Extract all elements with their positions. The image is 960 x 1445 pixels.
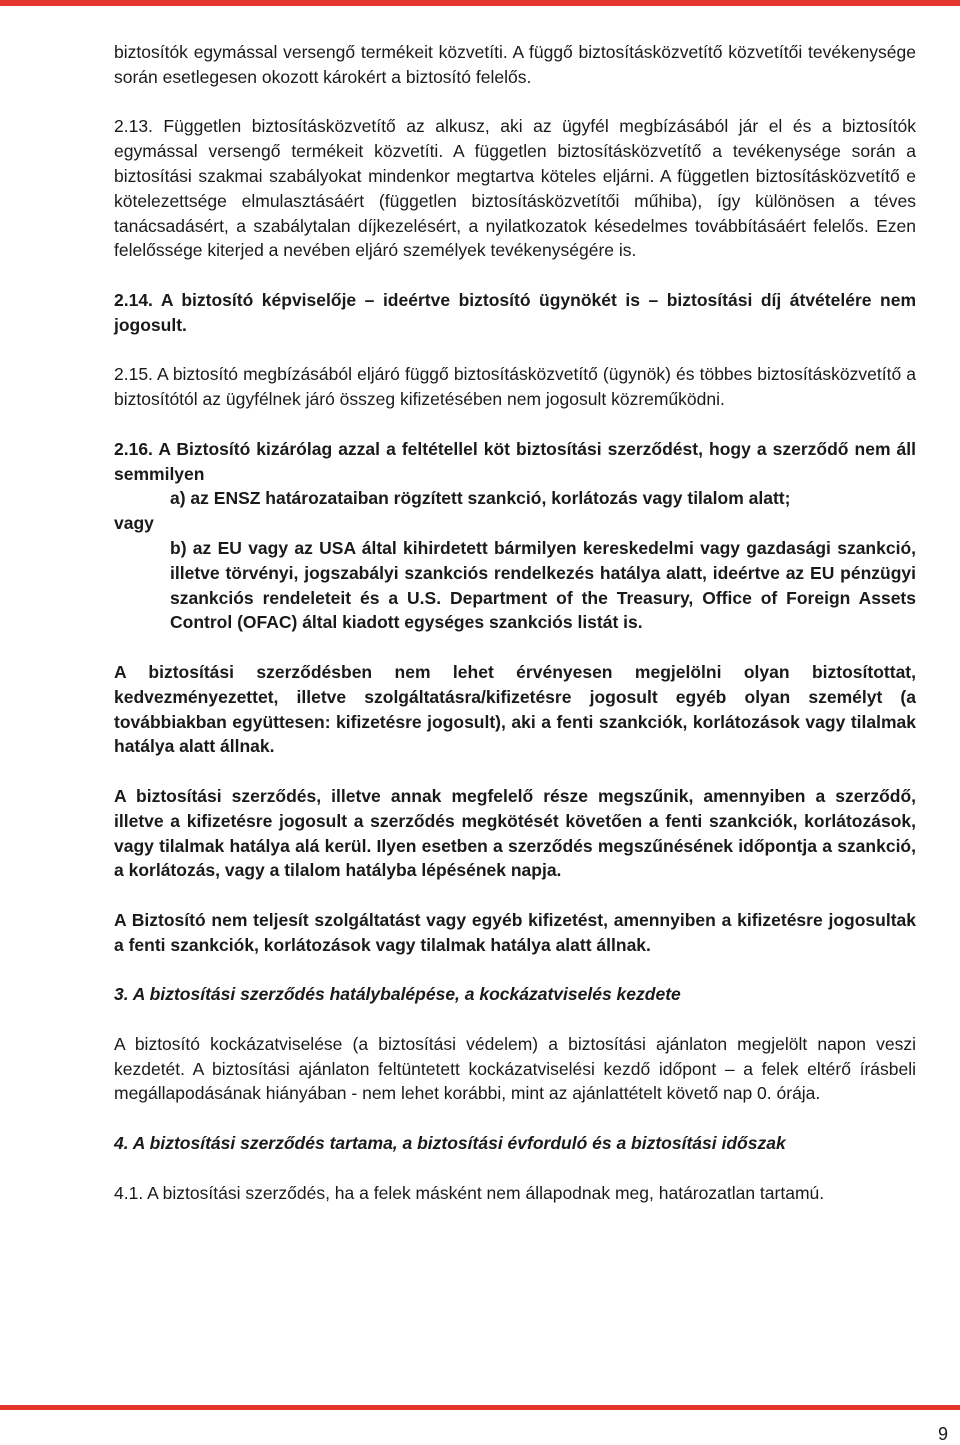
paragraph-2-14-number: 2.14. xyxy=(114,289,153,310)
sanction-or: vagy xyxy=(114,513,154,534)
paragraph-no-payment: A Biztosító nem teljesít szolgáltatást vagy egyéb kifizetést, amennyiben a kifizetésre jogosultak a fenti szankciók, korlátozások vagy tilalmak hatálya alatt állnak. xyxy=(114,909,916,955)
section-heading-3: 3. A biztosítási szerződés hatálybalépése, a kockázatviselés kezdete xyxy=(114,984,681,1005)
top-accent-rule xyxy=(0,0,960,6)
page-number: 9 xyxy=(937,1424,948,1444)
sanction-item-a: a) az ENSZ határozataiban rögzített szankció, korlátozás vagy tilalom alatt; xyxy=(170,488,791,509)
paragraph-beneficiary-restriction: A biztosítási szerződésben nem lehet érvényesen megjelölni olyan biztosítottat, kedvezményezettet, illetve szolgáltatásra/kifizetésre jogosult egyéb olyan személyt (a továbbiakban együttesen: kifizetésre jogosult), aki a fenti szankciók, korlátozások vagy tilalmak hatálya alatt állnak. xyxy=(114,661,916,757)
paragraph-2-16 xyxy=(114,437,916,635)
paragraph-intermediary-liability: biztosítók egymással versengő termékeit közvetíti. A függő biztosításközvetítő közvetítői tevékenysége során esetlegesen okozott károkért a biztosító felelős. xyxy=(114,42,916,87)
section-heading-4: 4. A biztosítási szerződés tartama, a biztosítási évforduló és a biztosítási időszak xyxy=(114,1133,786,1154)
paragraph-2-16-number: 2.16. xyxy=(114,438,153,459)
bottom-accent-rule xyxy=(0,1405,960,1410)
paragraph-contract-termination: A biztosítási szerződés, illetve annak megfelelő része megszűnik, amennyiben a szerződő, illetve a kifizetésre jogosult a szerződés megkötését követően a fenti szankciók, korlátozások, vagy tilalmak hatálya alá kerül. Ilyen esetben a szerződés megszűnésének időpontja a szankció, a korlátozás, vagy a tilalom hatályba lépésének napja. xyxy=(114,785,916,881)
paragraph-2-16-intro: A Biztosító kizárólag azzal a feltétellel köt biztosítási szerződést, hogy a szerződő nem áll semmilyen xyxy=(114,438,917,484)
document-body xyxy=(114,40,916,1205)
sanction-item-b: b) az EU vagy az USA által kihirdetett bármilyen kereskedelmi vagy gazdasági szankció, illetve törvényi, jogszabályi szankciós rendelkezés hatálya alatt, ideértve az EU pénzügyi szankciós rendeleteit és a U.S. Department of the Treasury, Office of Foreign Assets Control (OFAC) által kiadott egységes szankciós listát is. xyxy=(170,537,916,633)
paragraph-2-13: 2.13. Független biztosításközvetítő az alkusz, aki az ügyfél megbízásából jár el és a biztosítók egymással versengő termékeit közvetíti. A független biztosításközvetítő a tevékenysége során a biztosítási szakmai szabályokat mindenkor megtartva köteles eljárni. A független biztosításközvetítő e kötelezettsége elmulasztásáért (független biztosításközvetítői műhiba), így különösen a téves tanácsadásért, a szabálytalan díjkezelésért, a nyilatkozatok késedelmes továbbításáért felelős. Ezen felelőssége kiterjed a nevében eljáró személyek tevékenységére is. xyxy=(114,116,916,261)
paragraph-2-15: 2.15. A biztosító megbízásából eljáró függő biztosításközvetítő (ügynök) és többes biztosításközvetítő a biztosítótól az ügyfélnek járó összeg kifizetésében nem jogosult közreműködni. xyxy=(114,364,916,410)
paragraph-2-14-text: A biztosító képviselője – ideértve biztosító ügynökét is – biztosítási díj átvételére nem jogosult. xyxy=(114,289,917,335)
paragraph-risk-start: A biztosító kockázatviselése (a biztosítási védelem) a biztosítási ajánlaton megjelölt napon veszi kezdetét. A biztosítási ajánlaton feltüntetett kockázatviselési kezdő időpont – a felek eltérő írásbeli megállapodásának hiányában - nem lehet korábbi, mint az ajánlattételt követő nap 0. órája. xyxy=(114,1033,916,1104)
paragraph-4-1: 4.1. A biztosítási szerződés, ha a felek másként nem állapodnak meg, határozatlan tartamú. xyxy=(114,1182,825,1203)
paragraph-2-14 xyxy=(114,288,916,338)
